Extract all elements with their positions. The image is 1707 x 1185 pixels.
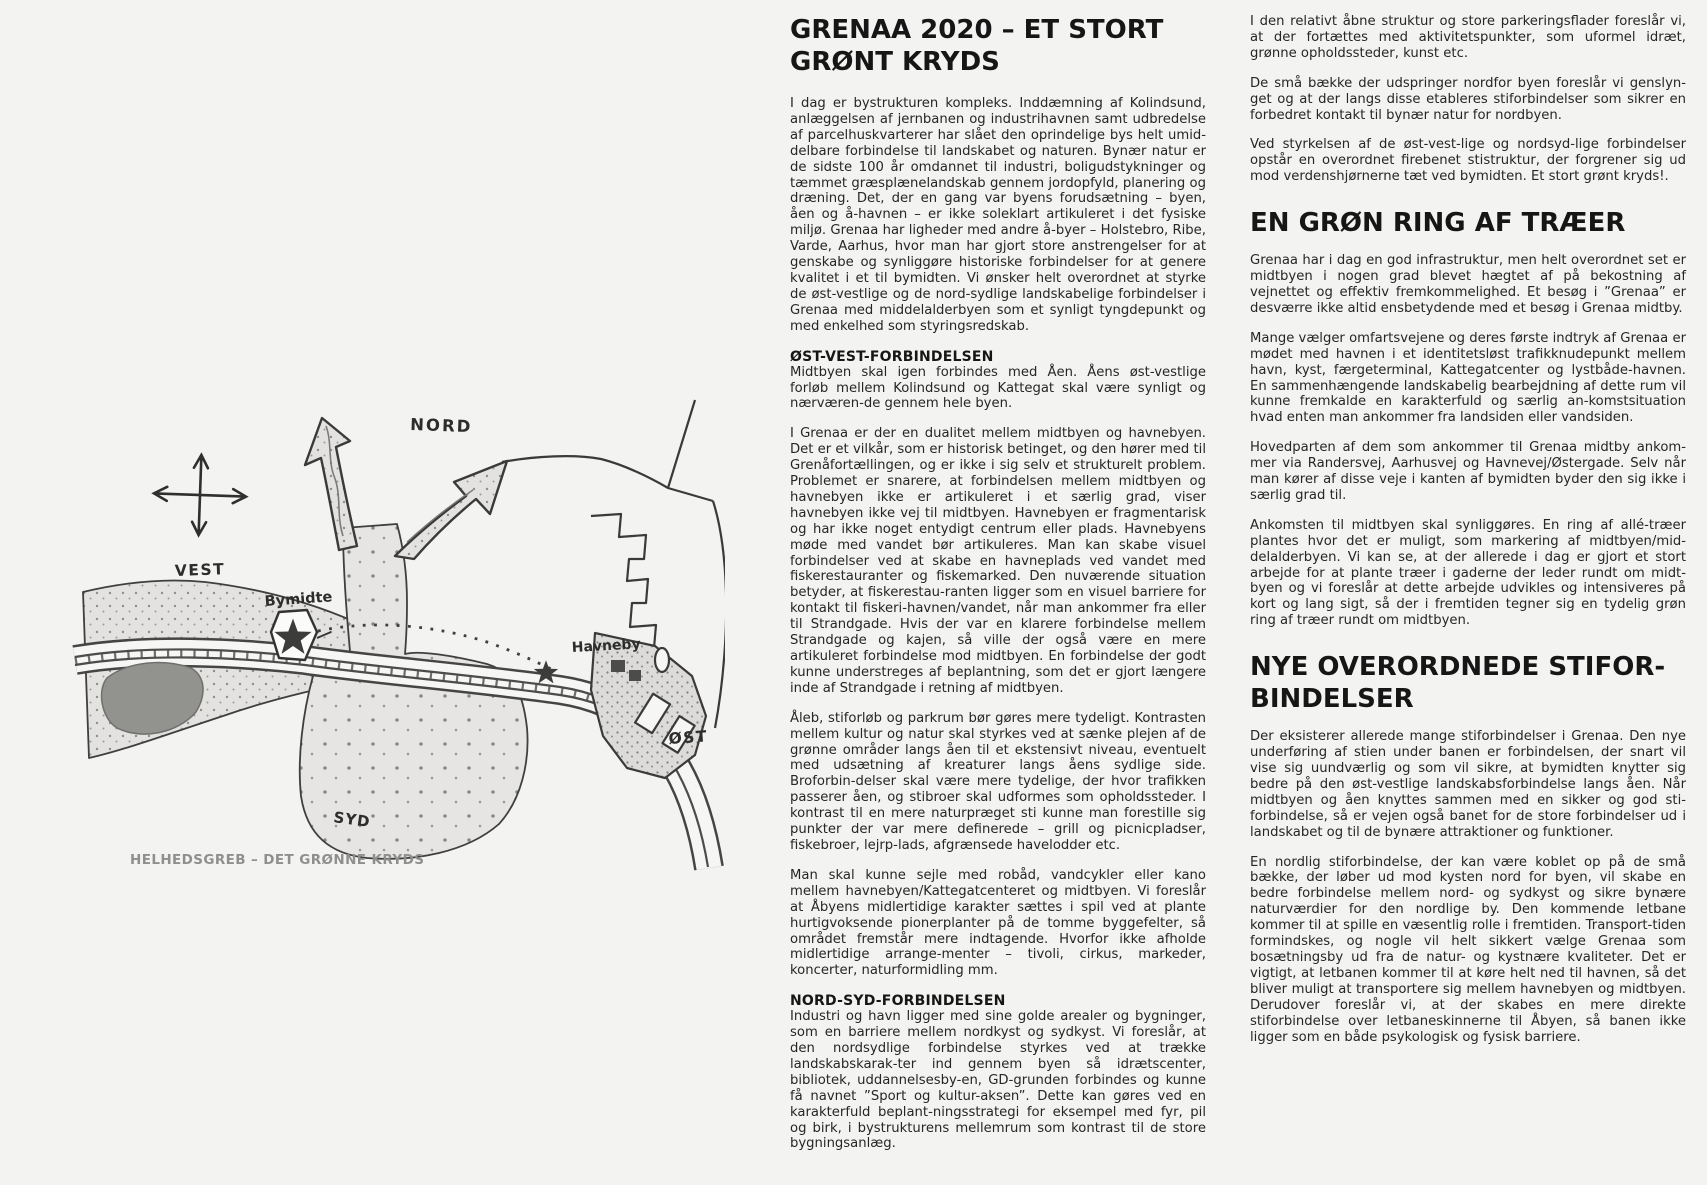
map-label-vest: VEST [174, 560, 226, 580]
section-heading-new-paths: NYE OVERORDNEDE STIFOR-BINDELSER [1250, 652, 1666, 715]
bymidte-label: Bymidte [264, 589, 333, 610]
map-sketch [55, 330, 725, 890]
northeast-arrow [395, 461, 507, 559]
paragraph: Åleb, stiforløb og parkrum bør gøres mere tydeligt. Kontrasten mellem kultur og natur skal styrkes ved at sænke plejen af de grønne områder langs åen til et ekstensivt niveau, eventuelt med udsætning af kreaturer langs åens sydlige side. Broforbin-delser skal være mere tydelige, der hvor trafikken passerer åen, og stibroer skal udformes som opholdssteder. I kontrast til en mere naturpræget sti kunne man forestille sig punkter der var mere definerede – grill og picnicpladser, fiskebroer, lejrp-lads, afgrænsede havelodder etc. [790, 710, 1206, 853]
paragraph: I Grenaa er der en dualitet mellem midtbyen og havnebyen. Det er et vilkår, som er historisk betinget, og den hører med til Grenåfortællingen, og er ikke i sig selv et strukturelt problem. Problemet er snarere, at forbindelsen mellem midtbyen og havnebyen ikke er artikuleret i et særlig grad, viser havnebyen ikke vej til midtbyen. Havnebyen er fragmentarisk og har ikke noget entydigt centrum eller plads. Havnebyens møde med vandet bør artikuleres. Man kan skabe visuel forbindelser ved at skabe en havneplads ved vandet med fiskerestauranter og fiskemarked. Den nuværende situation betyder, at fiskerestau-ranten ligger som en visuel barriere for kontakt til fiskeri-havnen/vandet, når man ankommer fra eller til Strandgade. Hvis der var en klarere forbindelse mellem Strandgade og kajen, så ville der også være en mere artikuleret forbindelse mod midtbyen. En forbindelse der godt kunne understreges af beplantning, som det er gjort længere inde af Strandgade i retning af midtbyen. [790, 426, 1206, 696]
paragraph: I den relativt åbne struktur og store parkeringsflader foreslår vi, at der fortættes med aktivitetspunkter, som uformel idræt, grønne opholdssteder, kunst etc. [1250, 14, 1686, 61]
compass-icon [153, 453, 248, 536]
section-heading-east-west: ØST-VEST-FORBINDELSEN [790, 348, 994, 365]
article-title: GRENAA 2020 – ET STORT GRØNT KRYDS [790, 15, 1164, 77]
paragraph: Mange vælger omfartsvejene og deres første indtryk af Grenaa er mødet med havnen i et identitetsløst trafikknudepunkt mellem havn, kyst, færgeterminal, Kattegatcenter og lystbåde-havnen. En sammenhængende landskabelig bearbejdning af dette rum vil kunne fremkalde en karakterfuld og særlig an-komstsituation hvad enten man ankommer fra landsiden eller vandsiden. [1250, 330, 1686, 426]
paragraph: Industri og havn ligger med sine golde arealer og bygninger, som en barriere mellem nordkyst og sydkyst. Vi foreslår, at den nordsydlige forbindelse styrkes ved at trække landskabskarak-ter ind gennem byen så idrætscenter, bibliotek, uddannelsesby-en, GD-grunden forbindes og kunne få navnet ”Sport og kultur-aksen”. Dette kan gøres ved en karakterfuld beplant-ningsstrategi for eksempel med fyr, pil og birk, i bystrukturens mellemrum som kontrast til de store bygningsanlæg. [790, 1009, 1206, 1152]
map-label-syd: SYD [332, 808, 372, 832]
paragraph: Grenaa har i dag en god infrastruktur, men helt overordnet set er midtbyen i nogen grad blevet hægtet af på bekostning af vejnettet og effektiv fremkommelighed. Et besøg i ”Grenaa” er desværre ikke altid ensbetydende med et besøg i Grenaa midtby. [1250, 253, 1686, 316]
article-column-2 [1250, 14, 1686, 1059]
intro-paragraph: I dag er bystrukturen kompleks. Inddæmning af Kolindsund, anlæggelsen af jernbanen og industrihavnen samt udbredelse af parcelhuskvarterer har slået den oprindelige bys helt umid-delbare forbindelse til landskabet og naturen. Bynær natur er de sidste 100 år omdannet til industri, boligudstykninger og tæmmet græsplænelandskab gennem jordopfyld, planering og dræning. Det, der en gang var byens forudsætning – byen, åen og å-havnen – er ikke soleklart artikuleret i det fysiske miljø. Grenaa har ligheder med andre å-byer – Holstebro, Ribe, Varde, Aarhus, hvor man har gjort store anstrengelser for at genskabe og synliggøre historiske forbindelser for at genere kvalitet i et til bymidten. Vi ønsker helt overordnet at styrke de øst-vestlige og de nord-sydlige landskabelige forbindelser i Grenaa med middelalderbyen som et synligt tyngdepunkt og med enkelhed som styringsredskab. [790, 96, 1206, 334]
paragraph: Midtbyen skal igen forbindes med Åen. Åens øst-vestlige forløb mellem Kolindsund og Kattegat skal være synligt og nærværen-de gennem hele byen. [790, 364, 1206, 412]
north-arrow [305, 418, 357, 550]
map-caption: HELHEDSGREB – DET GRØNNE KRYDS [130, 852, 425, 868]
map-label-oest: ØST [668, 727, 709, 748]
paragraph: Der eksisterer allerede mange stiforbindelser i Grenaa. Den nye underføring af stien under banen er forbindelsen, der snart vil vise sig uundværlig og som vil sikre, at bymidten knytter sig bedre på den øst-vestlige landskabsforbindelse langs åen. Når midtbyen og åen knyttes sammen med en sikker og god sti-forbindelse, så er vejen også banet for de store forbindelser ud i landskabet og til de bynære attraktioner og funktioner. [1250, 729, 1686, 840]
section-heading-green-ring: EN GRØN RING AF TRÆER [1250, 208, 1626, 239]
article-column-1 [790, 14, 1206, 1166]
coast-boundary [668, 400, 713, 501]
city-jagged-outline [591, 514, 656, 648]
paragraph: En nordlig stiforbindelse, der kan være koblet op på de små bække, der løber ud mod kysten nord for byen, vil skabe en bedre forbindelse mellem nord- og sydkyst og sikre bynære naturværdier for den nordlige by. Den kommende letbane kommer til at spille en væsentlig rolle i fremtiden. Transport-tiden formindskes, og nogle vil helt sikkert vælge Grenaa som bosætningsby ud fra de natur- og kystnære kvaliteter. Det er vigtigt, at letbanen kommer til at køre helt ned til havnen, så det bliver muligt at transportere sig mellem havnebyen og midtbyen. Derudover foreslår vi, at der skabes en mere direkte stiforbindelse over letbaneskinnerne til Åbyen, så banen ikke ligger som en både psykologisk og fysisk barriere. [1250, 854, 1686, 1045]
paragraph: Ankomsten til midtbyen skal synliggøres. En ring af allé-træer plantes hvor det er muligt, som markering af midtbyen/mid-delalderbyen. Vi kan se, at der allerede i dag er gjort et stort arbejde for at plante træer i gaderne der leder rundt om midt-byen og vi foreslår at dette arbejde udvikles og intensiveres på kort og lang sigt, så der i fremtiden tegner sig en tydelig grøn ring af træer rundt om midtbyen. [1250, 517, 1686, 629]
north-coast [502, 456, 668, 488]
paragraph: Ved styrkelsen af de øst-vest-lige og nordsyd-lige forbindelser opstår en overordnet firebenet stistruktur, der forgrener sig ud mod verdenshjørnerne tæt ved bymidten. Et stort grønt kryds!. [1250, 137, 1686, 185]
coastline-harbor [502, 400, 725, 778]
basin-oval [655, 648, 669, 672]
map-label-nord: NORD [409, 415, 473, 437]
paragraph: Hovedparten af dem som ankommer til Grenaa midtby ankom-mer via Randersvej, Aarhusvej og Havnevej/Østergade. Selv når man kører af disse veje i kanten af bymidten byder den sig ikke i særlig grad til. [1250, 440, 1686, 503]
east-shore [713, 501, 725, 728]
paragraph: Man skal kunne sejle med robåd, vandcykler eller kano mellem havnebyen/Kattegatcenteret og midtbyen. Vi foreslår at Åbyens midlertidige karakter sættes i spil ved at plante hurtigvoksende pionerplanter på de tomme byggefelter, så området fremstår mere indtagende. Hvorfor ikke afholde midlertidige arrange-menter – tivoli, cirkus, markeder, koncerter, naturformidling mm. [790, 867, 1206, 979]
havneby-label: Havneby [571, 636, 642, 656]
section-heading-north-south: NORD-SYD-FORBINDELSEN [790, 993, 1006, 1010]
paragraph: De små bække der udspringer nordfor byen foreslår vi genslyn-get og at der langs disse etableres stiforbindelser som sikrer en forbedret kontakt til bynær natur for nordbyen. [1250, 75, 1686, 123]
